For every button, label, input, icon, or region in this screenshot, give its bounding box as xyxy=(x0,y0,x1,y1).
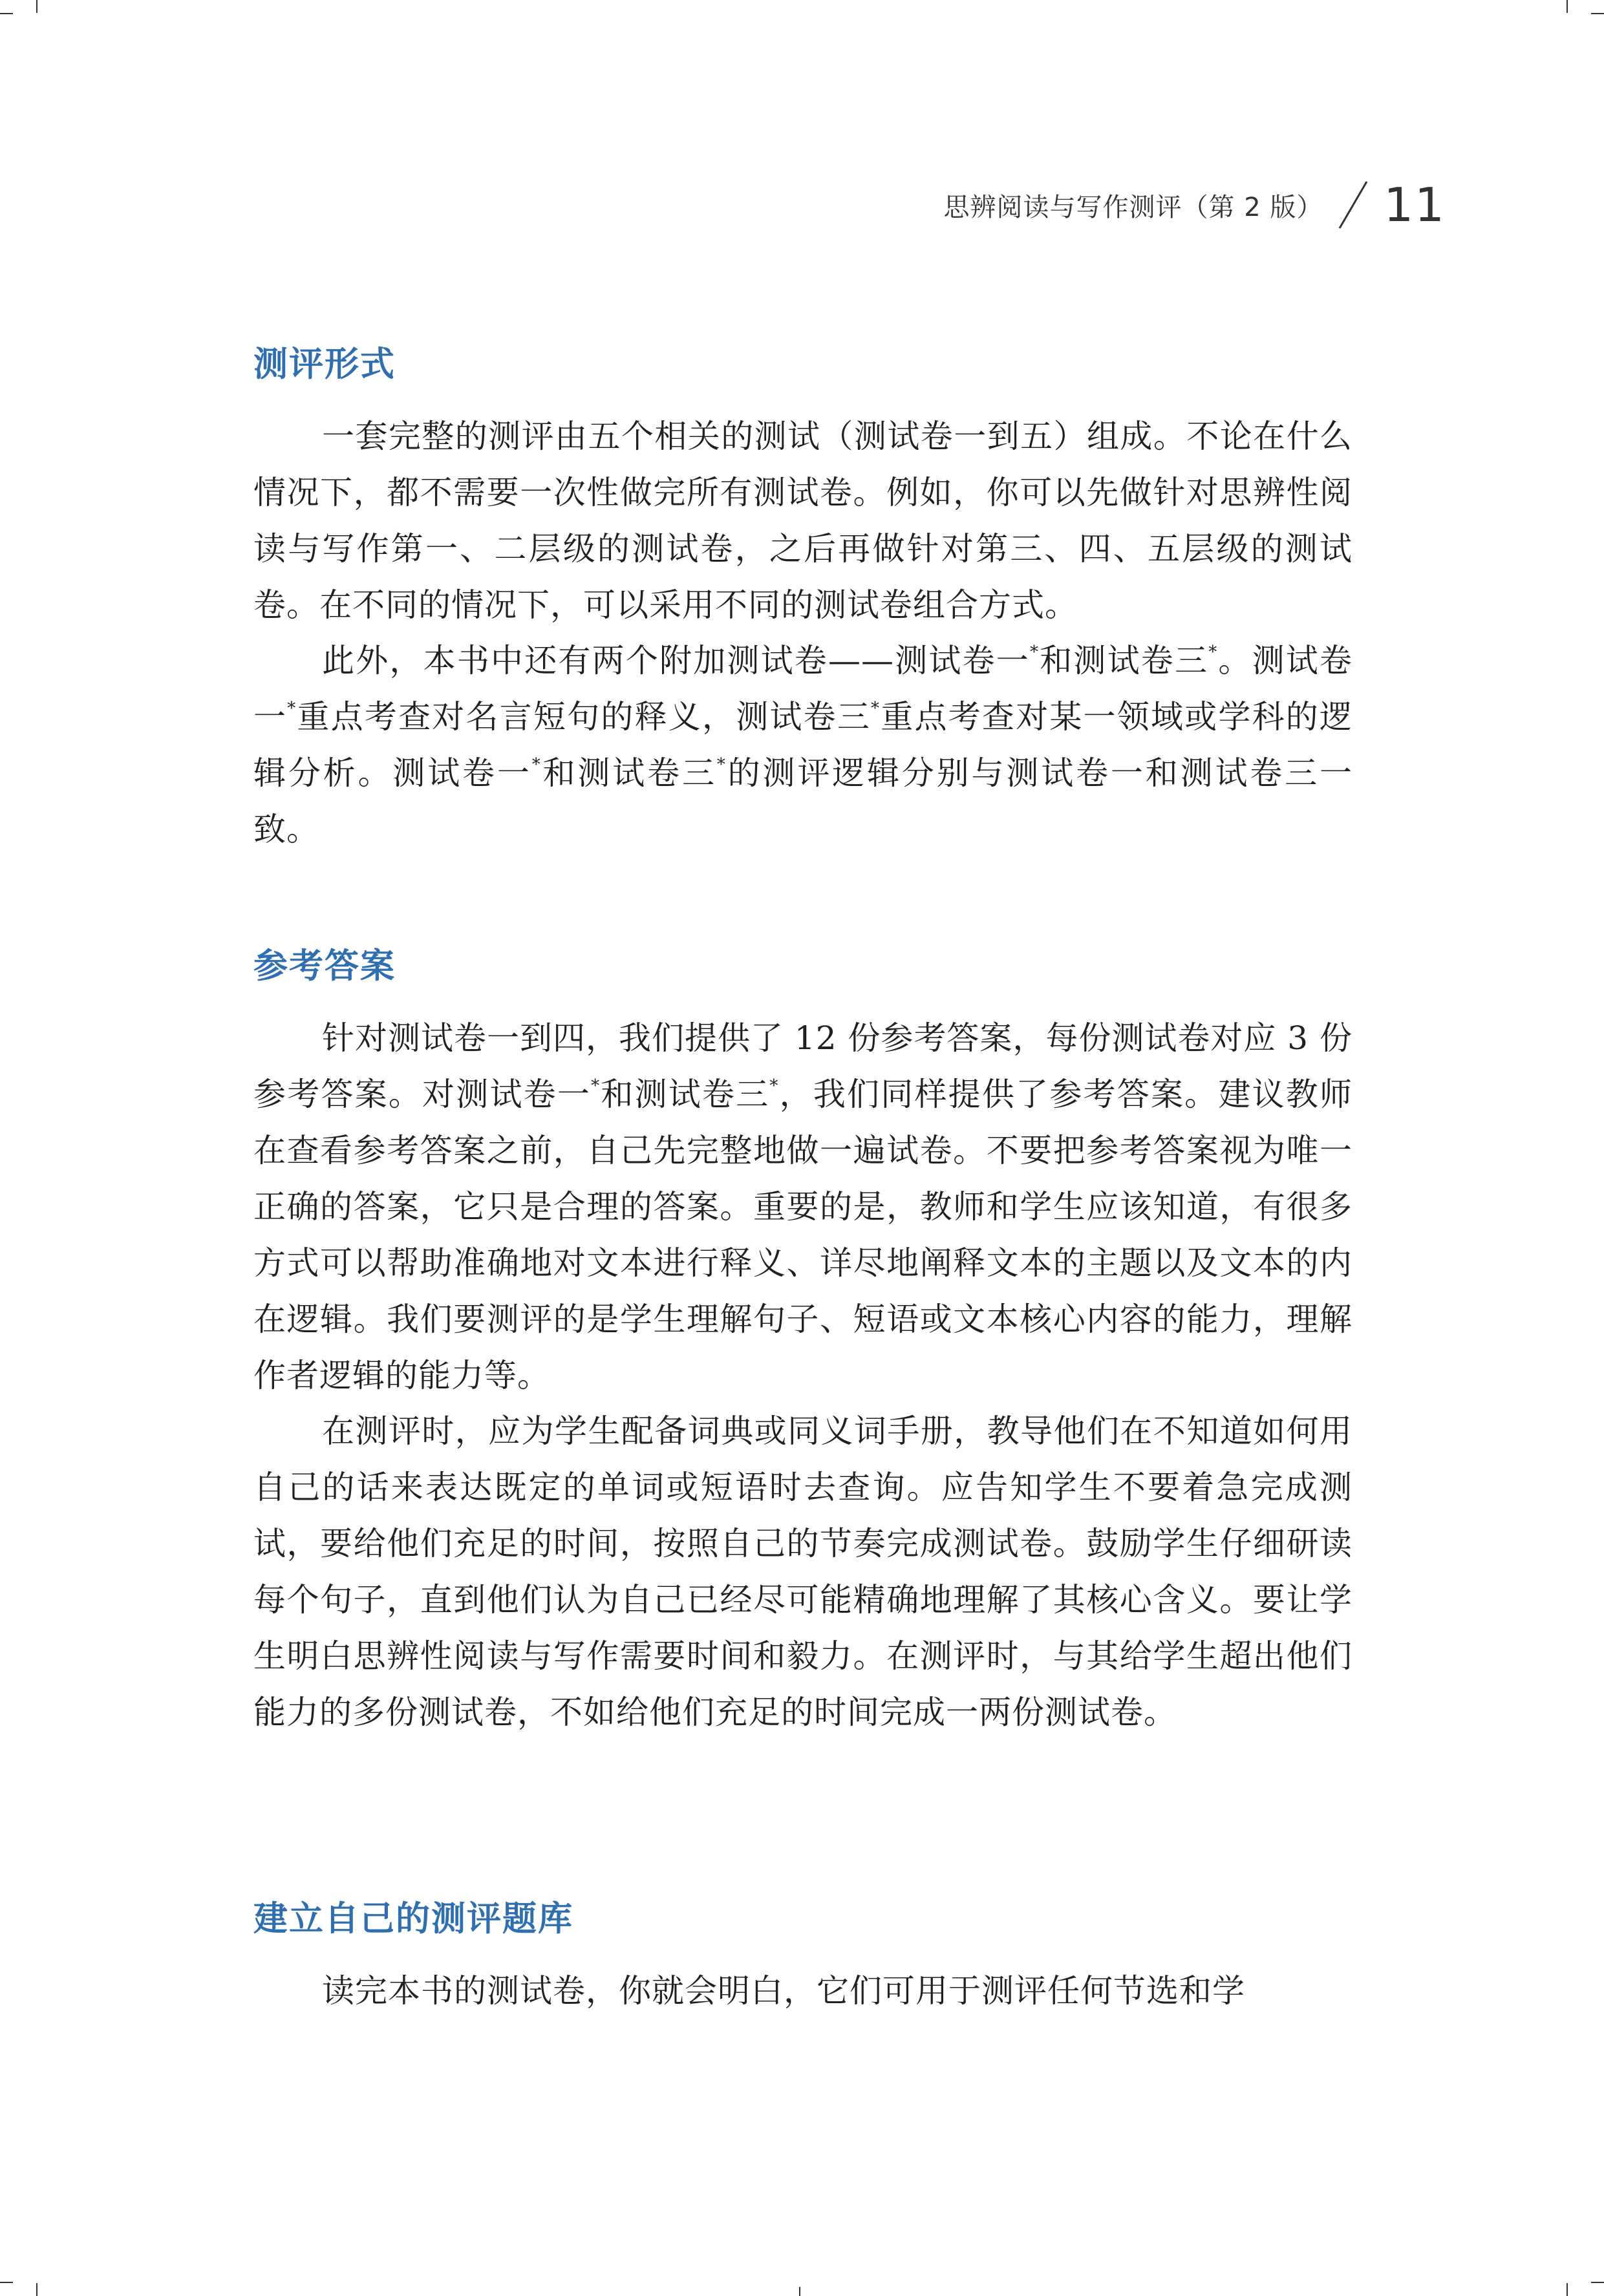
divider-slash-icon xyxy=(1337,179,1369,231)
crop-mark-top-right-h xyxy=(1591,13,1604,14)
crop-mark-bottom-right-h xyxy=(1591,2282,1604,2283)
book-title: 思辨阅读与写作测评（第 2 版） xyxy=(943,192,1323,222)
crop-mark-bottom-center xyxy=(799,2287,800,2296)
section-heading-build-question-bank: 建立自己的测评题库 xyxy=(253,1899,573,1939)
crop-mark-top-left-v xyxy=(36,0,37,13)
crop-mark-bottom-left-h xyxy=(0,2282,13,2283)
paragraph: 一套完整的测评由五个相关的测试（测试卷一到五）组成。不论在什么情况下，都不需要一次性做完所有测试卷。例如，你可以先做针对思辨性阅读与写作第一、二层级的测试卷，之后再做针对第三、四、五层级的测试卷。在不同的情况下，可以采用不同的测试卷组合方式。 xyxy=(253,418,1353,624)
crop-mark-bottom-right-v xyxy=(1567,2283,1568,2296)
paragraph-reference-answers: 针对测试卷一到四，我们提供了 12 份参考答案，每份测试卷对应 3 份参考答案。对测试卷一*和测试卷三*，我们同样提供了参考答案。建议教师在查看参考答案之前，自己先完整地做一遍试卷。不要把参考答案视为唯一正确的答案，它只是合理的答案。重要的是，教师和学生应该知道，有很多方式可以帮助准确地对文本进行释义、详尽地阐释文本的主题以及文本的内在逻辑。我们要测评的是学生理解句子、短语或文本核心内容的能力，理解作者逻辑的能力等。 xyxy=(253,1019,1353,1394)
section-heading-reference-answers: 参考答案 xyxy=(253,946,396,986)
paragraph-supplementary-tests: 此外，本书中还有两个附加测试卷——测试卷一*和测试卷三*。测试卷一*重点考查对名言短句的释义，测试卷三*重点考查对某一领域或学科的逻辑分析。测试卷一*和测试卷三*的测评逻辑分别与测试卷一和测试卷三一致。 xyxy=(253,642,1353,848)
paragraph-assessment-guidance: 在测评时，应为学生配备词典或同义词手册，教导他们在不知道如何用自己的话来表达既定的单词或短语时去查询。应告知学生不要着急完成测试，要给他们充足的时间，按照自己的节奏完成测试卷。鼓励学生仔细研读每个句子，直到他们认为自己已经尽可能精确地理解了其核心含义。要让学生明白思辨性阅读与写作需要时间和毅力。在测评时，与其给学生超出他们能力的多份测试卷，不如给他们充足的时间完成一两份测试卷。 xyxy=(253,1412,1353,1731)
running-header xyxy=(943,176,1446,234)
paragraph-question-bank: 读完本书的测试卷，你就会明白，它们可用于测评任何节选和学 xyxy=(322,1972,1245,2010)
section-heading-assessment-format: 测评形式 xyxy=(253,345,396,384)
crop-mark-top-left-h xyxy=(0,13,13,14)
crop-mark-bottom-left-v xyxy=(36,2283,37,2296)
crop-mark-top-right-v xyxy=(1567,0,1568,13)
page-number: 11 xyxy=(1384,178,1446,232)
